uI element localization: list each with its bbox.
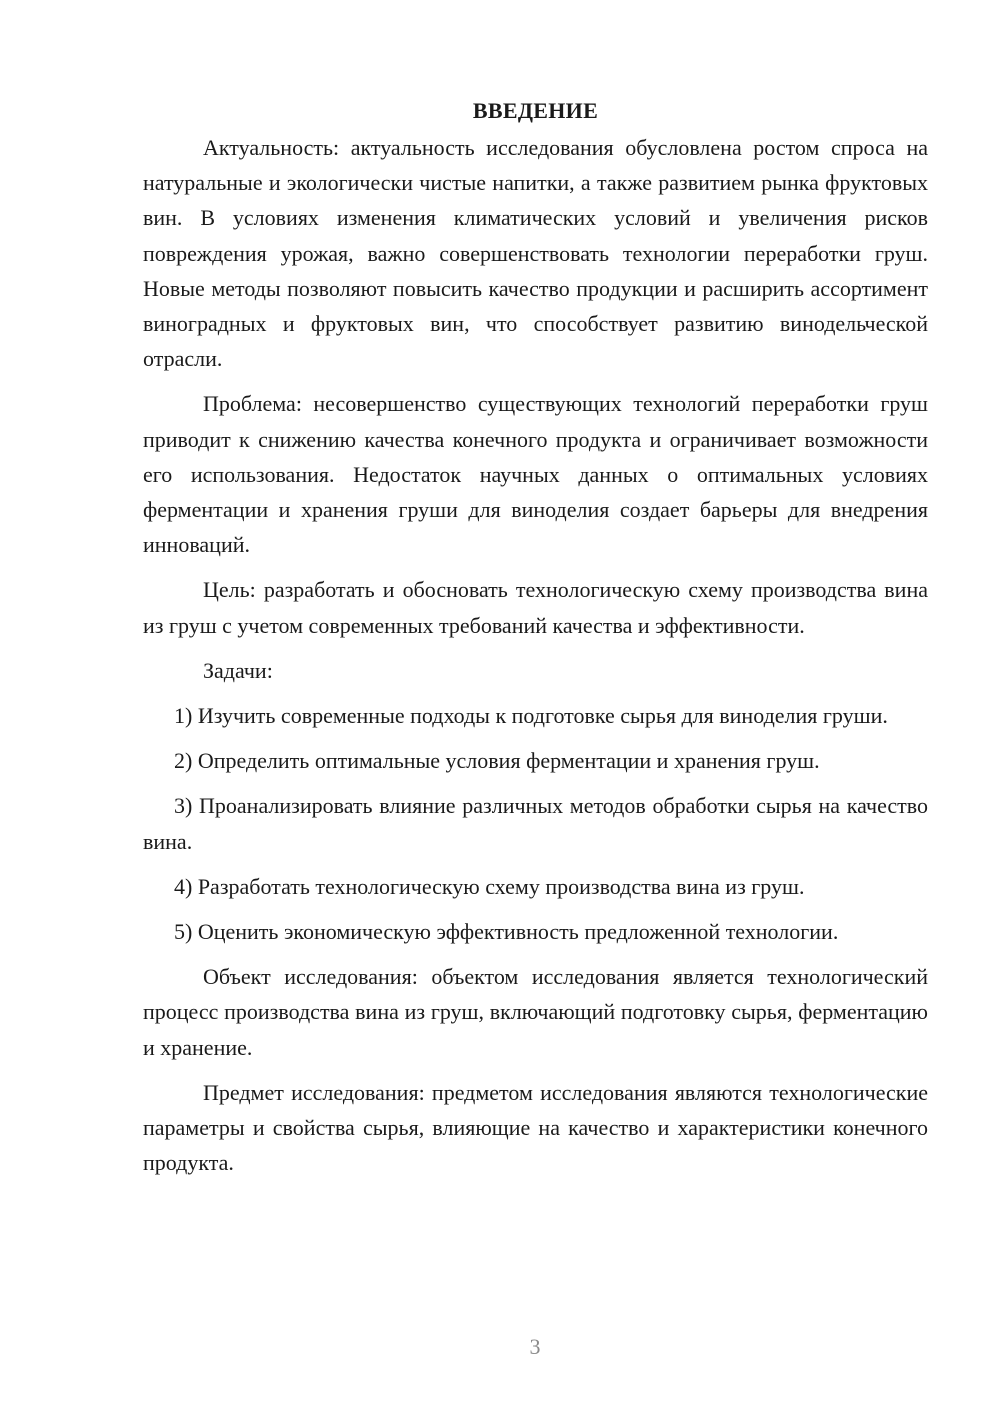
document-body (143, 96, 928, 1190)
paragraph-relevance: Актуальность: актуальность исследования обусловлена ростом спроса на натуральные и экологически чистые напитки, а также развитием рынка фруктовых вин. В условиях изменения климатических условий и увеличения рисков повреждения урожая, важно совершенствовать технологии переработки груш. Новые методы позволяют повысить качество продукции и расширить ассортимент виноградных и фруктовых вин, что способствует развитию винодельческой отрасли. (143, 135, 928, 372)
task-item-2: 2) Определить оптимальные условия ферментации и хранения груш. (174, 748, 820, 774)
paragraph-goal: Цель: разработать и обосновать технологическую схему производства вина из груш с учетом современных требований качества и эффективности. (143, 577, 928, 638)
paragraph-subject: Предмет исследования: предметом исследования являются технологические параметры и свойства сырья, влияющие на качество и характеристики конечного продукта. (143, 1079, 928, 1176)
task-item-3: 3) Проанализировать влияние различных методов обработки сырья на качество вина. (143, 793, 928, 854)
document-heading: ВВЕДЕНИЕ (472, 98, 599, 123)
tasks-label: Задачи: (203, 657, 273, 683)
page-number: 3 (529, 1334, 541, 1359)
task-item-1: 1) Изучить современные подходы к подготовке сырья для виноделия груши. (174, 703, 888, 729)
task-item-4: 4) Разработать технологическую схему производства вина из груш. (174, 873, 805, 899)
paragraph-object: Объект исследования: объектом исследования является технологический процесс производства вина из груш, включающий подготовку сырья, ферментацию и хранение. (143, 964, 928, 1060)
task-item-5: 5) Оценить экономическую эффективность предложенной технологии. (174, 919, 839, 945)
paragraph-problem: Проблема: несовершенство существующих технологий переработки груш приводит к снижению качества конечного продукта и ограничивает возможности его использования. Недостаток научных данных о оптимальных условиях ферментации и хранения груши для виноделия создает барьеры для внедрения инноваций. (143, 391, 928, 558)
